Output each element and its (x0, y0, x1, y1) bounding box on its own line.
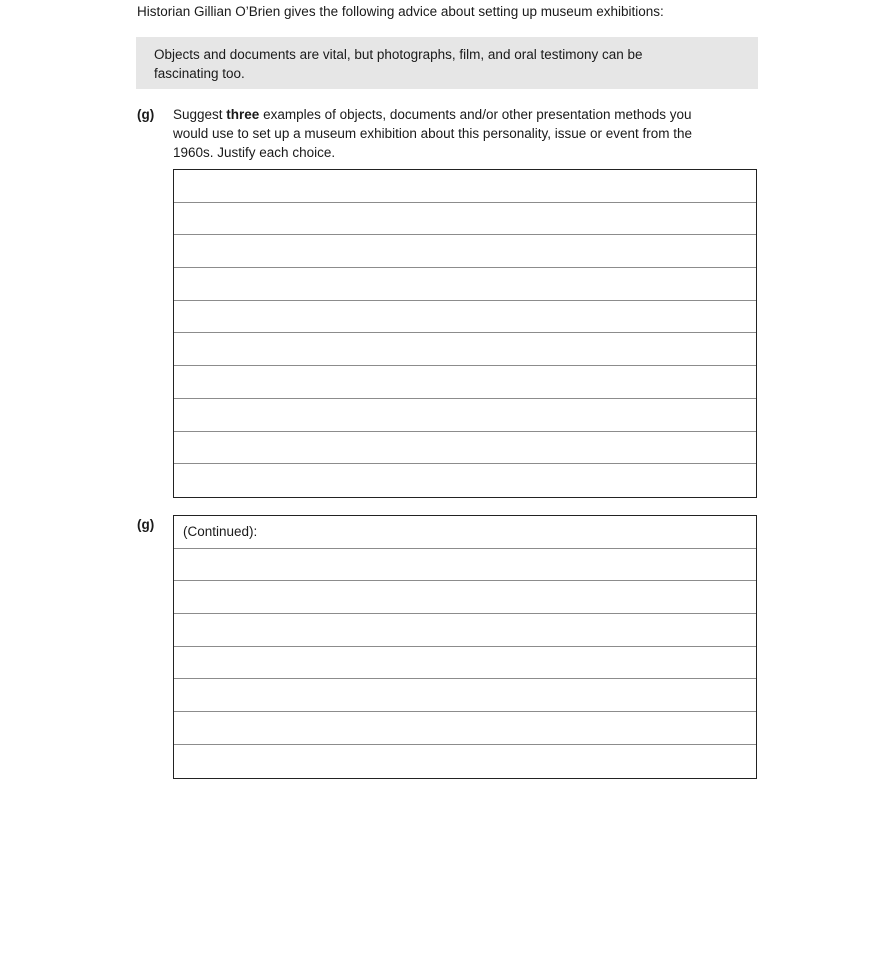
answer-line[interactable] (174, 679, 756, 712)
answer-box[interactable] (173, 169, 757, 498)
quote-line-1: Objects and documents are vital, but photographs, film, and oral testimony can be (154, 47, 643, 62)
answer-line[interactable] (174, 333, 756, 366)
continued-question-label: (g) (137, 517, 155, 532)
answer-line[interactable] (174, 268, 756, 301)
question-text-part: Suggest (173, 107, 227, 122)
intro-text: Historian Gillian O’Brien gives the following advice about setting up museum exhibitions: (137, 4, 664, 19)
answer-line[interactable] (174, 366, 756, 399)
answer-line[interactable] (174, 745, 756, 778)
continued-label: (Continued): (183, 524, 258, 539)
quote-box (136, 37, 758, 89)
answer-line[interactable] (174, 516, 756, 549)
question-text-line-2: would use to set up a museum exhibition about this personality, issue or event from the (173, 126, 693, 141)
quote-line-2: fascinating too. (154, 66, 245, 81)
continued-answer-box[interactable] (173, 515, 757, 779)
answer-line[interactable] (174, 203, 756, 236)
answer-line[interactable] (174, 432, 756, 465)
question-text-bold: three (226, 107, 260, 122)
answer-line[interactable] (174, 399, 756, 432)
answer-line[interactable] (174, 464, 756, 497)
answer-line[interactable] (174, 712, 756, 745)
answer-line[interactable] (174, 647, 756, 680)
question-text-part: examples of objects, documents and/or other presentation methods you (259, 107, 692, 122)
answer-line[interactable] (174, 581, 756, 614)
answer-line[interactable] (174, 235, 756, 268)
answer-line[interactable] (174, 614, 756, 647)
answer-line[interactable] (174, 170, 756, 203)
question-label: (g) (137, 107, 155, 122)
question-text-line-3: 1960s. Justify each choice. (173, 145, 336, 160)
answer-line[interactable] (174, 549, 756, 582)
answer-line[interactable] (174, 301, 756, 334)
question-text (173, 105, 763, 162)
